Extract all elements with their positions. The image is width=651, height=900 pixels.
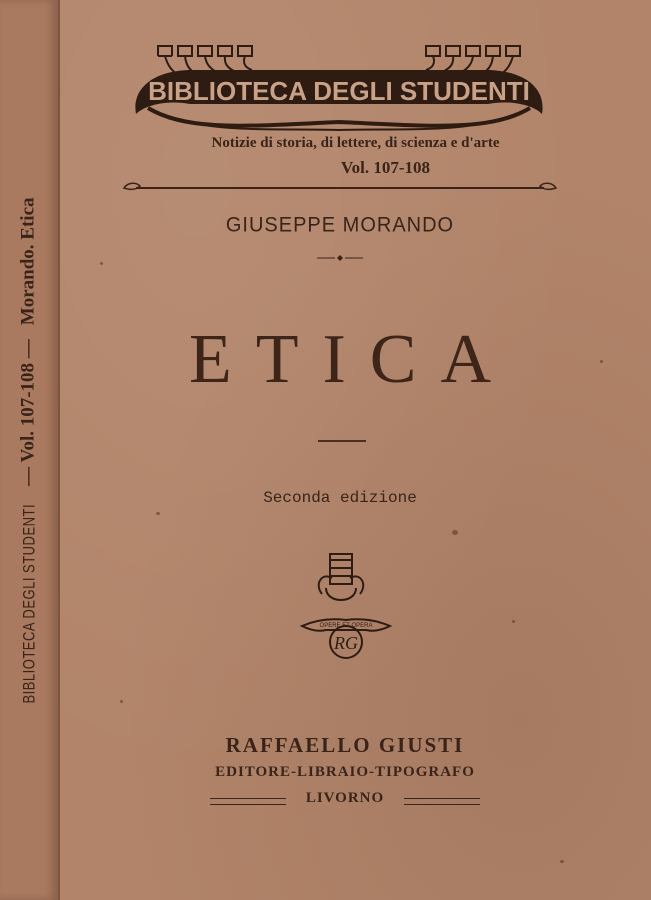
small-ornament [315,254,365,262]
paper-speck [156,512,160,515]
paper-speck [560,860,564,863]
title-rule [318,440,366,442]
publisher-motto: OPERE ET OPERA [319,623,373,629]
spine-series: BIBLIOTECA DEGLI STUDENTI [19,503,39,704]
front-cover [60,0,651,900]
volume-number: Vol. 107-108 [340,158,431,177]
author-name: GIUSEPPE MORANDO [225,213,455,237]
publisher-monogram: RG [334,633,358,653]
city-rule-right [404,798,480,805]
publisher-city-line [210,790,480,812]
paper-speck [452,530,458,535]
edition-label: Seconda edizione [263,489,417,507]
series-subtitle: Notizie di storia, di lettere, di scienza e d'arte [211,135,500,151]
spine-author-title: Morando. Etica [17,197,39,326]
decorative-rule [122,180,558,192]
paper-speck [100,262,103,265]
paper-speck [600,360,603,363]
series-banner [128,42,550,142]
city-rule-left [210,798,286,805]
spine-text [16,71,43,831]
publisher-name: RAFFAELLO GIUSTI [225,733,465,757]
publisher-city: LIVORNO [305,790,385,806]
spine-volume: — Vol. 107-108 — [17,339,39,486]
paper-speck [512,620,515,623]
book-spine [0,0,60,900]
book-title: ETICA [188,321,516,398]
publisher-role: EDITORE-LIBRAIO-TIPOGRAFO [215,764,475,780]
series-banner-text: BIBLIOTECA DEGLI STUDENTI [148,76,530,106]
publisher-device [296,548,396,668]
paper-speck [120,700,123,703]
